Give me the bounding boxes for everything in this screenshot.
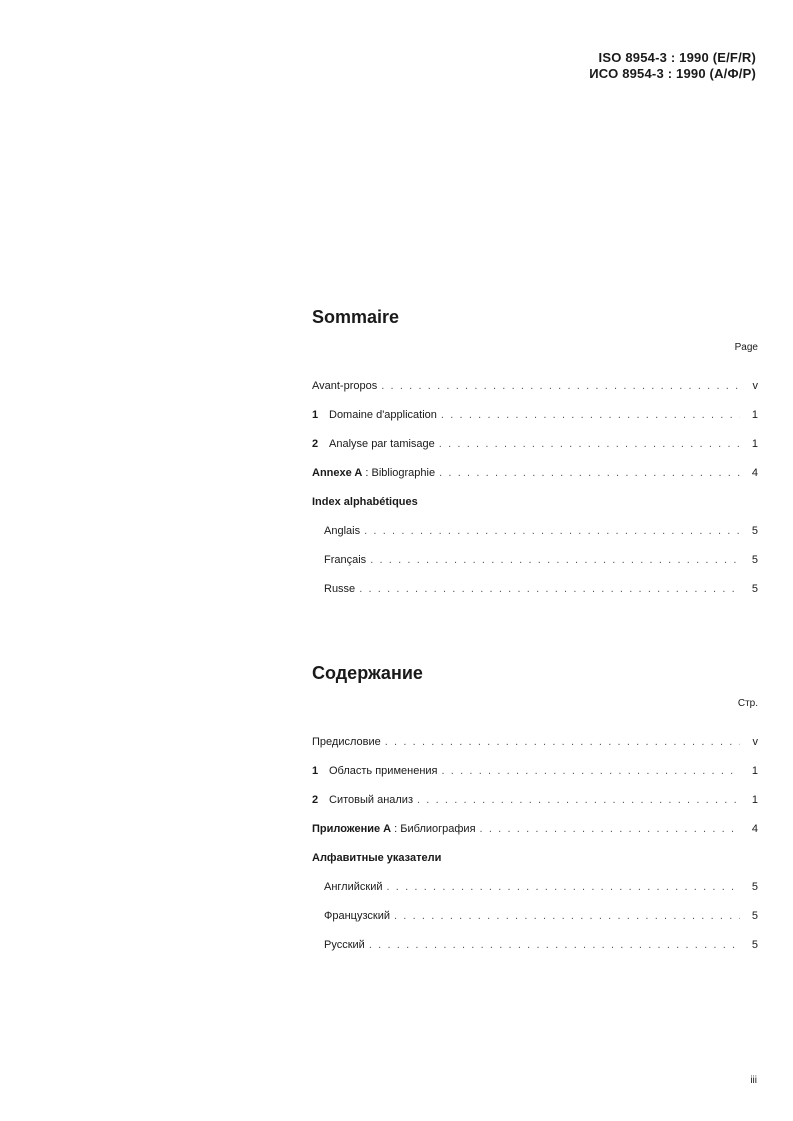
annex-separator: : [362,467,372,479]
index-heading: Алфавитные указатели [312,852,442,864]
page-column-label: Page [734,342,758,353]
dot-leader [359,575,740,604]
toc-entry-page: v [752,380,758,392]
toc-entry-page: 5 [751,554,758,566]
toc-entry-number: 2 [312,794,319,806]
toc-entry-page: 1 [751,438,758,450]
toc-entry-page: v [752,736,758,748]
toc-entry-page: 5 [751,525,758,537]
standard-number-cyrillic: ИСО 8954-3 : 1990 (А/Ф/Р) [589,66,756,81]
toc-entry-label: Russe [324,583,356,595]
toc-entry-sieve-analysis[interactable] [312,786,758,815]
annex-prefix: Annexe A [312,467,363,479]
toc-entry-index-english[interactable] [312,517,758,546]
toc-entry-page: 5 [751,583,758,595]
dot-leader [417,786,740,815]
toc-entry-index-french[interactable] [312,546,758,575]
toc-entry-label: Библиография [400,823,476,835]
dot-leader [385,728,740,757]
dot-leader [369,931,740,960]
toc-entry-label: Предисловие [312,736,381,748]
toc-entry-label: Русский [324,939,365,951]
toc-entry-label: Ситовый анализ [329,794,413,806]
dot-leader [394,902,740,931]
dot-leader [364,517,740,546]
toc-entry-label: Domaine d'application [329,409,437,421]
toc-entry-number: 1 [312,765,319,777]
index-heading: Index alphabétiques [312,496,418,508]
annex-prefix: Приложение А [312,823,392,835]
toc-entry-foreword[interactable] [312,728,758,757]
toc-entry-foreword[interactable] [312,372,758,401]
toc-entry-number: 2 [312,438,319,450]
dot-leader [439,459,740,488]
toc-entry-label: Английский [324,881,383,893]
toc-entry-page: 4 [751,467,758,479]
dot-leader [370,546,740,575]
toc-entry-label: Anglais [324,525,361,537]
toc-entry-label: Avant-propos [312,380,378,392]
toc-entry-page: 1 [751,409,758,421]
toc-french [312,304,758,604]
toc-entry-label: Français [324,554,367,566]
toc-entry-index-english[interactable] [312,873,758,902]
toc-entry-page: 1 [751,794,758,806]
toc-russian [312,660,758,960]
page-number: iii [750,1075,757,1086]
standard-header [589,50,756,82]
page-column-label: Стр. [737,698,758,709]
toc-entry-page: 5 [751,910,758,922]
toc-entry-label: Область применения [329,765,438,777]
toc-entry-sieve-analysis[interactable] [312,430,758,459]
toc-entry-page: 5 [751,881,758,893]
toc-title: Sommaire [312,307,400,327]
dot-leader [439,430,740,459]
dot-leader [480,815,740,844]
toc-entry-page: 5 [751,939,758,951]
toc-entry-scope[interactable] [312,757,758,786]
toc-entry-label: Bibliographie [371,467,436,479]
dot-leader [442,757,741,786]
toc-title: Содержание [312,663,423,683]
toc-entry-annex-a[interactable] [312,459,758,488]
toc-entry-label: Французский [324,910,390,922]
dot-leader [381,372,740,401]
toc-entry-annex-a[interactable] [312,815,758,844]
toc-entry-page: 4 [751,823,758,835]
toc-entry-label: Analyse par tamisage [329,438,435,450]
toc-entry-index-russian[interactable] [312,931,758,960]
toc-entry-page: 1 [751,765,758,777]
toc-entry-number: 1 [312,409,319,421]
dot-leader [387,873,741,902]
standard-number-latin: ISO 8954-3 : 1990 (E/F/R) [598,50,756,65]
toc-entry-index-russian[interactable] [312,575,758,604]
toc-entry-scope[interactable] [312,401,758,430]
dot-leader [441,401,740,430]
toc-entry-index-french[interactable] [312,902,758,931]
annex-separator: : [391,823,401,835]
